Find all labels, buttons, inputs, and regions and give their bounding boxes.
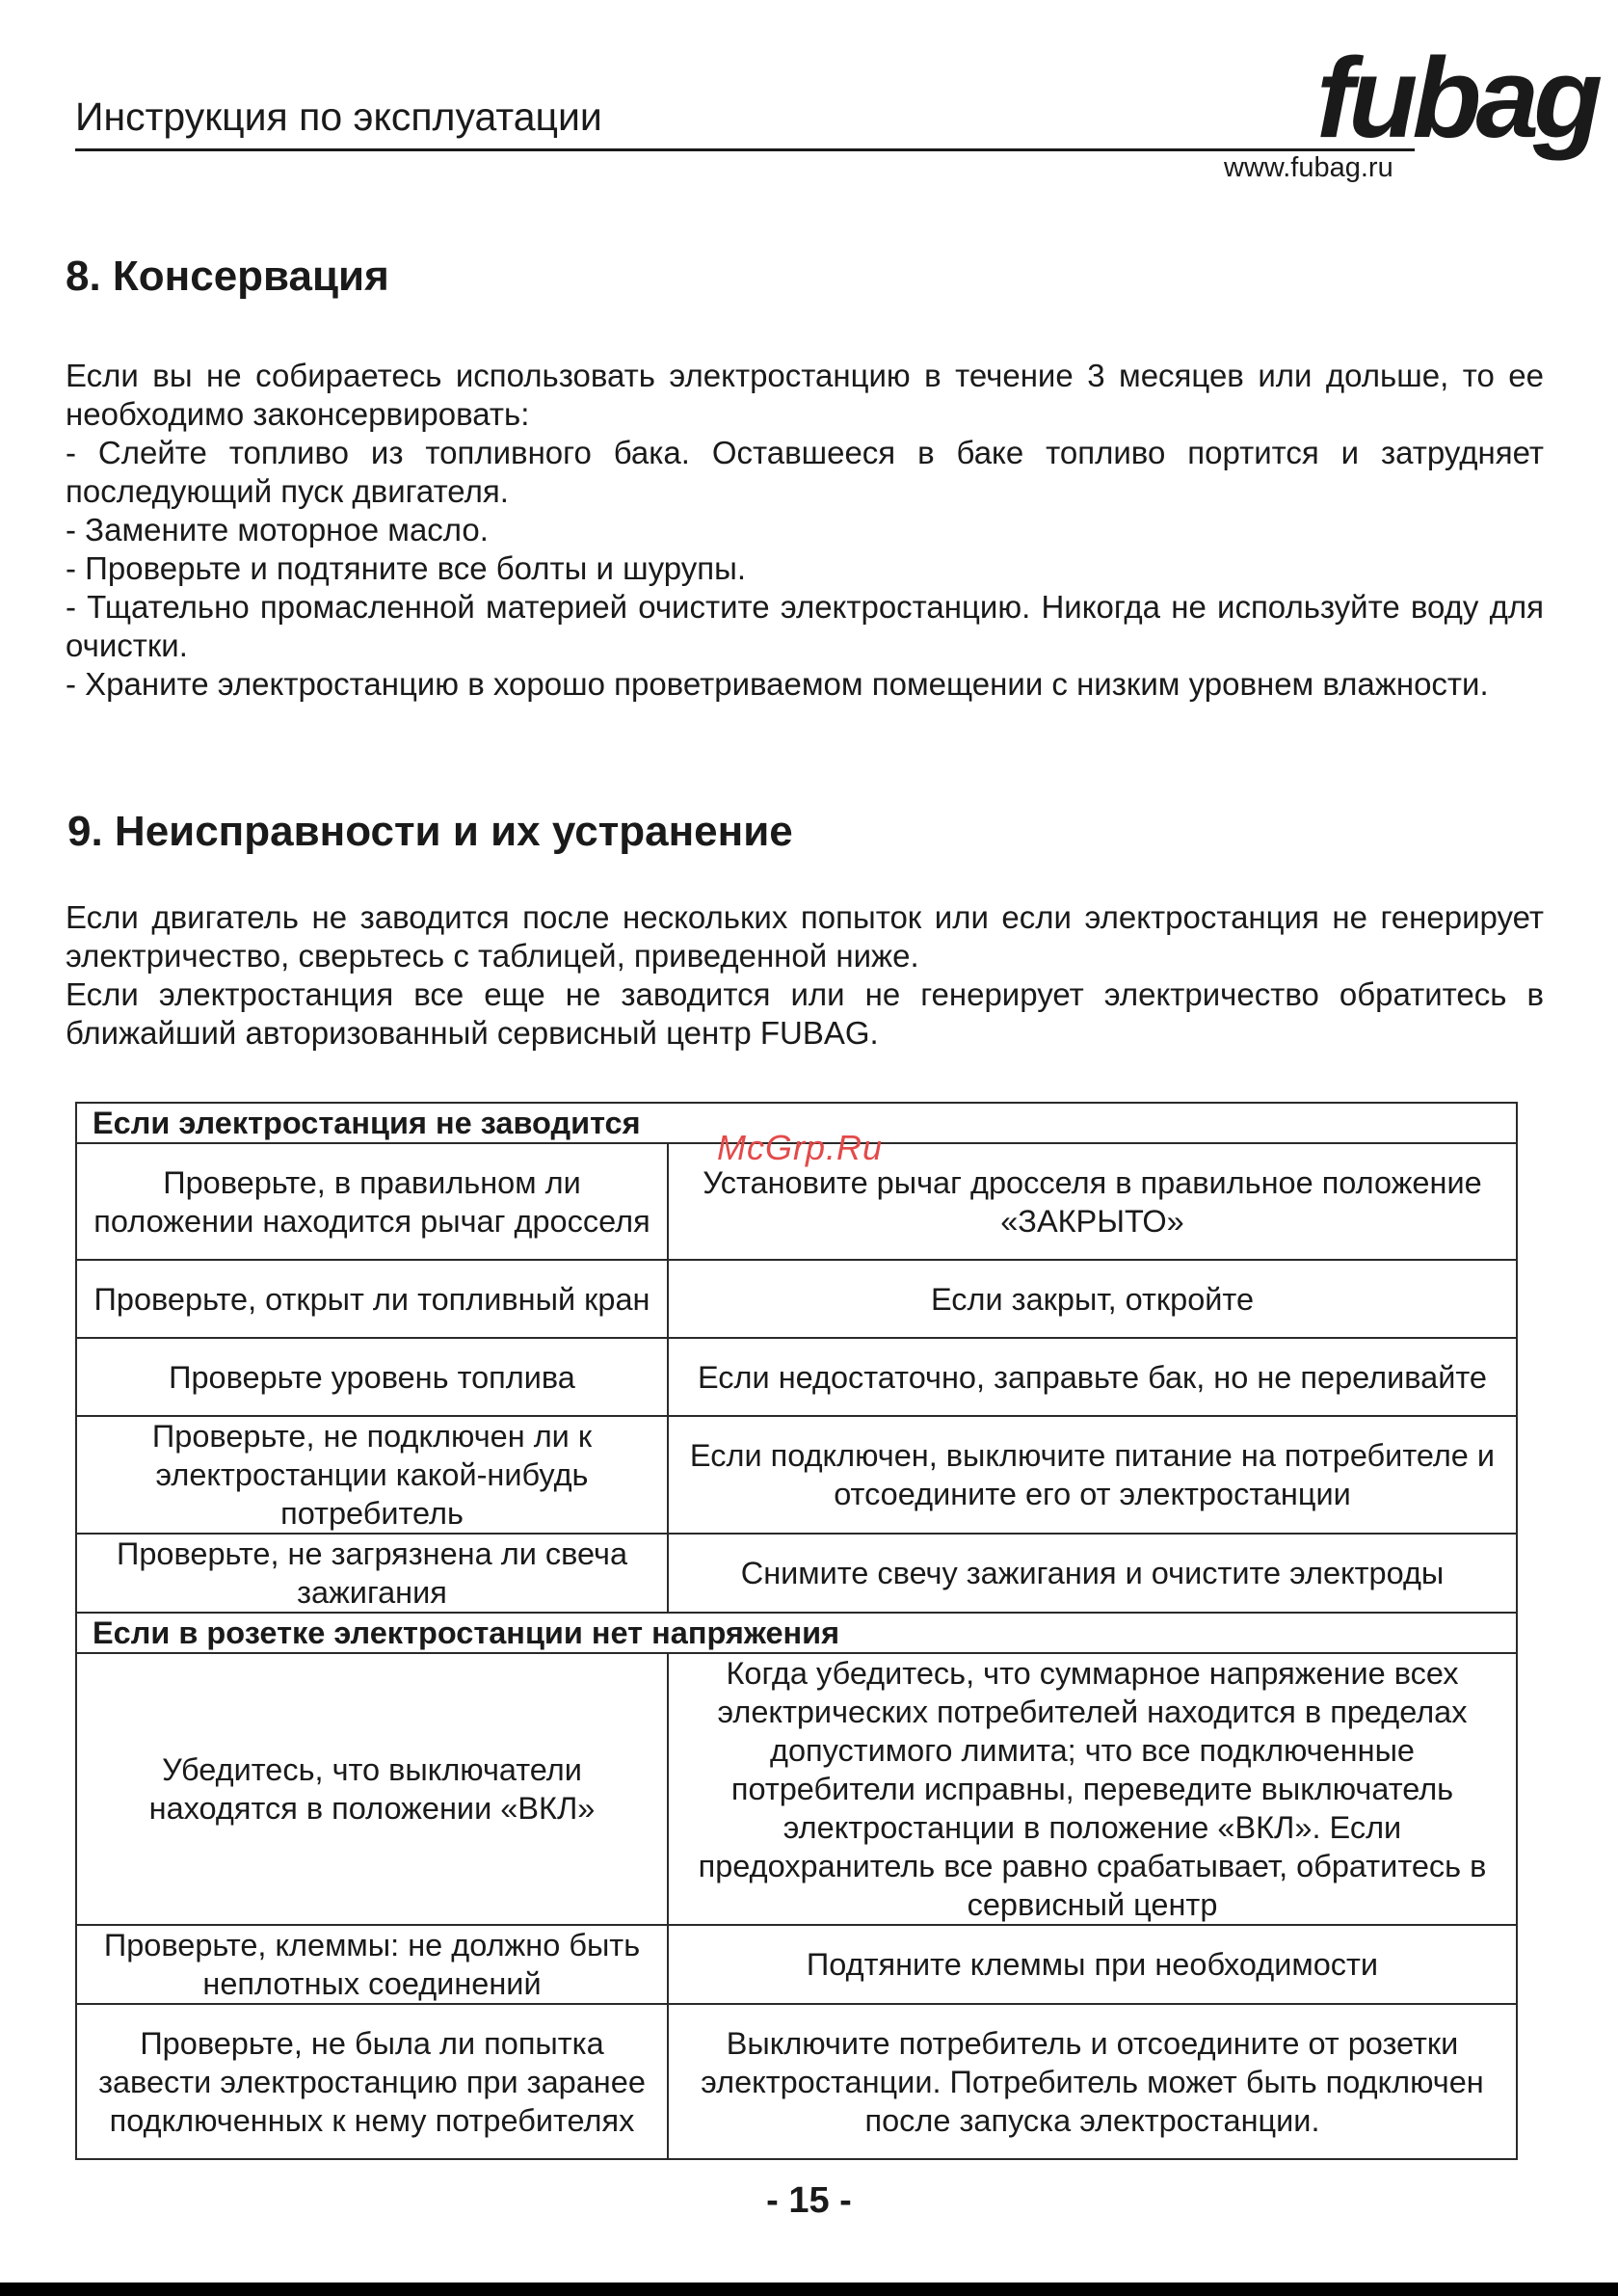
- table-row: [76, 1338, 1517, 1416]
- action-cell: Установите рычаг дросселя в правильное положение «ЗАКРЫТО»: [668, 1143, 1517, 1260]
- action-cell: Снимите свечу зажигания и очистите электроды: [668, 1534, 1517, 1613]
- action-cell: Когда убедитесь, что суммарное напряжение всех электрических потребителей находится в пределах допустимого лимита; что все подключенные потребители исправны, переведите выключатель электростанции в положение «ВКЛ». Если предохранитель все равно срабатывает, обратитесь в сервисный центр: [668, 1653, 1517, 1925]
- document-title: Инструкция по эксплуатации: [75, 94, 602, 139]
- check-cell: Убедитесь, что выключатели находятся в положении «ВКЛ»: [76, 1653, 668, 1925]
- paragraph: - Проверьте и подтяните все болты и шурупы.: [66, 550, 747, 586]
- paragraph: Если электростанция все еще не заводится или не генерирует электричество обратитесь в ближайший авторизованный сервисный центр FUBAG.: [66, 976, 1544, 1051]
- website-url: www.fubag.ru: [1224, 152, 1393, 183]
- watermark: McGrp.Ru: [717, 1128, 884, 1167]
- page-number: - 15 -: [766, 2180, 852, 2221]
- action-cell: Если закрыт, откройте: [668, 1260, 1517, 1338]
- section-9-heading: 9. Неисправности и их устранение: [67, 808, 793, 855]
- check-cell: Проверьте, клеммы: не должно быть неплотных соединений: [76, 1925, 668, 2004]
- troubleshooting-table: [75, 1102, 1518, 2160]
- check-cell: Проверьте, открыт ли топливный кран: [76, 1260, 668, 1338]
- section-9-body: [66, 898, 1544, 1053]
- paragraph: Если вы не собираетесь использовать электростанцию в течение 3 месяцев или дольше, то ее необходимо законсервировать:: [66, 358, 1544, 432]
- check-cell: Проверьте, в правильном ли положении находится рычаг дросселя: [76, 1143, 668, 1260]
- table-row: [76, 1416, 1517, 1534]
- table-row: [76, 1534, 1517, 1613]
- section-title: Если в розетке электростанции нет напряжения: [76, 1613, 1517, 1653]
- paragraph: - Храните электростанцию в хорошо проветриваемом помещении с низким уровнем влажности.: [66, 666, 1489, 702]
- table-row: [76, 1653, 1517, 1925]
- action-cell: Выключите потребитель и отсоедините от розетки электростанции. Потребитель может быть подключен после запуска электростанции.: [668, 2004, 1517, 2159]
- bottom-edge-bar: [0, 2283, 1618, 2296]
- table-row: [76, 1925, 1517, 2004]
- paragraph: Если двигатель не заводится после нескольких попыток или если электростанция не генерирует электричество, сверьтесь с таблицей, приведенной ниже.: [66, 899, 1544, 974]
- table-row: [76, 1260, 1517, 1338]
- table-section-header: [76, 1613, 1517, 1653]
- action-cell: Подтяните клеммы при необходимости: [668, 1925, 1517, 2004]
- paragraph: - Замените моторное масло.: [66, 512, 489, 547]
- header-rule: [75, 148, 1415, 151]
- paragraph: - Тщательно промасленной материей очистите электростанцию. Никогда не используйте воду для очистки.: [66, 589, 1544, 663]
- action-cell: Если недостаточно, заправьте бак, но не переливайте: [668, 1338, 1517, 1416]
- table-row: [76, 2004, 1517, 2159]
- check-cell: Проверьте уровень топлива: [76, 1338, 668, 1416]
- section-8-body: [66, 357, 1544, 704]
- check-cell: Проверьте, не подключен ли к электростанции какой-нибудь потребитель: [76, 1416, 668, 1534]
- paragraph: - Слейте топливо из топливного бака. Оставшееся в баке топливо портится и затрудняет последующий пуск двигателя.: [66, 435, 1544, 509]
- section-8-heading: 8. Консервация: [66, 253, 389, 300]
- check-cell: Проверьте, не загрязнена ли свеча зажигания: [76, 1534, 668, 1613]
- check-cell: Проверьте, не была ли попытка завести электростанцию при заранее подключенных к нему потребителях: [76, 2004, 668, 2159]
- action-cell: Если подключен, выключите питание на потребителе и отсоедините его от электростанции: [668, 1416, 1517, 1534]
- svg-text:fubag: fubag: [1316, 35, 1598, 162]
- section-title: Если электростанция не заводится: [76, 1103, 1517, 1143]
